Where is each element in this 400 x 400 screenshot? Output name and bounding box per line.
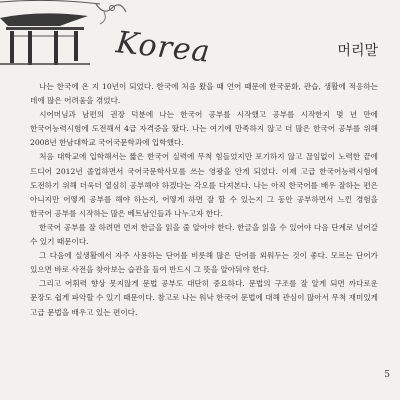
paragraph: 시어머님과 남편의 권장 덕분에 나는 한국어 공부를 시작했고 공부를 시작한지 몇 년 만에 한국어능력시험에 도전해서 4급 자격증을 땄다. 나는 여기에 만족하지 않고 더 많은 한국어 공부를 위해 2008년 한남대학교 국어국문학과에 입학했다. xyxy=(30,110,378,148)
page-heading: 머리말 xyxy=(337,43,378,59)
korea-logo-text: Korea xyxy=(114,25,213,70)
body-text xyxy=(30,80,378,320)
paragraph: 그 다음에 실생활에서 자주 사용하는 단어를 비롯해 많은 단어를 외워두는 것이 좋다. 모르는 단어가 있으면 바로 사전을 찾아보는 습관을 들여 반드시 그 뜻을 알아둬야 한다. xyxy=(30,251,378,275)
paragraph: 한국어 공부를 잘 하려면 먼저 한글을 읽을 줄 알아야 한다. 한글을 읽을 수 있어야 다음 단계로 넘어갈 수 있기 때문이다. xyxy=(30,222,378,247)
paragraph: 처음 대학교에 입학해서는 짧은 한국어 실력에 무척 힘들었지만 포기하지 않고 끊임없이 노력한 끝에 드디어 2012년 졸업하면서 국어국문학사모를 쓰는 영광을 안게 되었다. 이제 고급 한국어능력시험에 도전하기 위해 더욱더 열심히 공부해야 하겠다는 각오를 다져본다. 나는 아직 한국어를 배우 잘하는 편은 아니지만 어떻게 공부를 해야 하는지, 어떻게 하면 잘 할 수 있는지 그 동안 공부하면서 느낀 경험을 한국어 공부를 시작하는 많은 베트남인들과 나누고자 한다. xyxy=(30,152,378,218)
paragraph: 나는 한국에 온 지 10년이 되었다. 한국에 처음 왔을 때 언어 때문에 한국문화, 관습, 생활에 적응하는 데에 많은 어려움을 겪었다. xyxy=(30,82,378,106)
paragraph: 그리고 어휘력 향상 못지않게 문법 공부도 대단히 중요하다. 문법의 구조를 잘 알게 되면 까다로운 문장도 쉽게 파악할 수 있기 때문이다. 참고로 나는 워낙 한국어 문법에 대해 관심이 많아서 무척 재미있게 고급 문법을 배우고 있는 편이다. xyxy=(30,279,378,317)
page-number: 5 xyxy=(384,370,390,380)
